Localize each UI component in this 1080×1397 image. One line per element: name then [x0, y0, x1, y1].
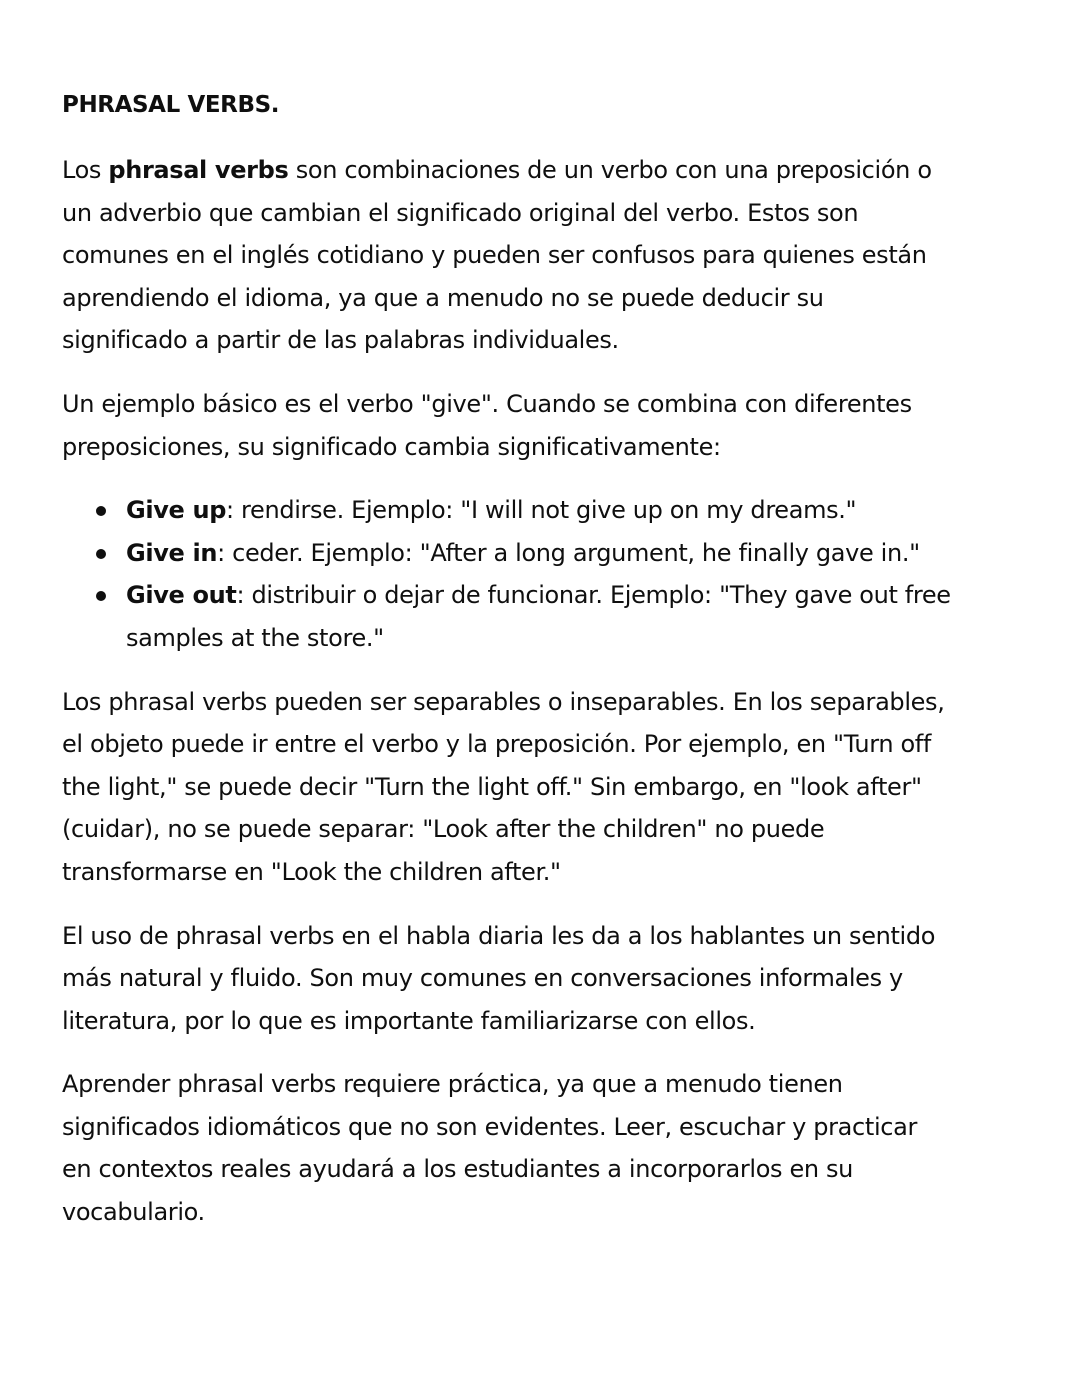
bullet-icon	[96, 591, 106, 601]
list-item	[126, 574, 952, 659]
examples-list	[62, 489, 952, 659]
example-text: : ceder. Ejemplo: "After a long argument, he finally gave in."	[217, 538, 920, 567]
list-item	[126, 489, 952, 532]
separable-paragraph: Los phrasal verbs pueden ser separables o inseparables. En los separables, el objeto puede ir entre el verbo y la preposición. Por ejemplo, en "Turn off the light," se puede decir "Turn the light off." Sin embargo, en "look after" (cuidar), no se puede separar: "Look after the children" no puede transformarse en "Look the children after."	[62, 687, 945, 886]
usage-paragraph: El uso de phrasal verbs en el habla diaria les da a los hablantes un sentido más natural y fluido. Son muy comunes en conversaciones informales y literatura, por lo que es importante familiarizarse con ellos.	[62, 921, 936, 1035]
bullet-icon	[96, 549, 106, 559]
list-item	[126, 532, 952, 575]
intro-rest: son combinaciones de un verbo con una preposición o un adverbio que cambian el significado original del verbo. Estos son comunes en el inglés cotidiano y pueden ser confusos para quienes están aprendiendo el idioma, ya que a menudo no se puede deducir su significado a partir de las palabras individuales.	[62, 156, 932, 355]
page-title: PHRASAL VERBS.	[62, 92, 280, 118]
example-text: : distribuir o dejar de funcionar. Ejemplo: "They gave out free samples at the store."	[126, 581, 951, 652]
intro-paragraph	[62, 149, 952, 362]
example-term: Give up	[126, 496, 227, 525]
document-body	[62, 86, 952, 1255]
example-text: : rendirse. Ejemplo: "I will not give up on my dreams."	[226, 496, 857, 525]
bullet-icon	[96, 506, 106, 516]
learning-paragraph: Aprender phrasal verbs requiere práctica, ya que a menudo tienen significados idiomáticos que no son evidentes. Leer, escuchar y practicar en contextos reales ayudará a los estudiantes a incorporarlos en su vocabulario.	[62, 1070, 917, 1227]
example-term: Give out	[126, 581, 237, 610]
intro-bold-term: phrasal verbs	[108, 156, 289, 184]
intro-lead: Los	[62, 156, 109, 184]
example-term: Give in	[126, 538, 218, 567]
example-intro-paragraph: Un ejemplo básico es el verbo "give". Cuando se combina con diferentes preposiciones, su significado cambia significativamente:	[62, 389, 912, 461]
